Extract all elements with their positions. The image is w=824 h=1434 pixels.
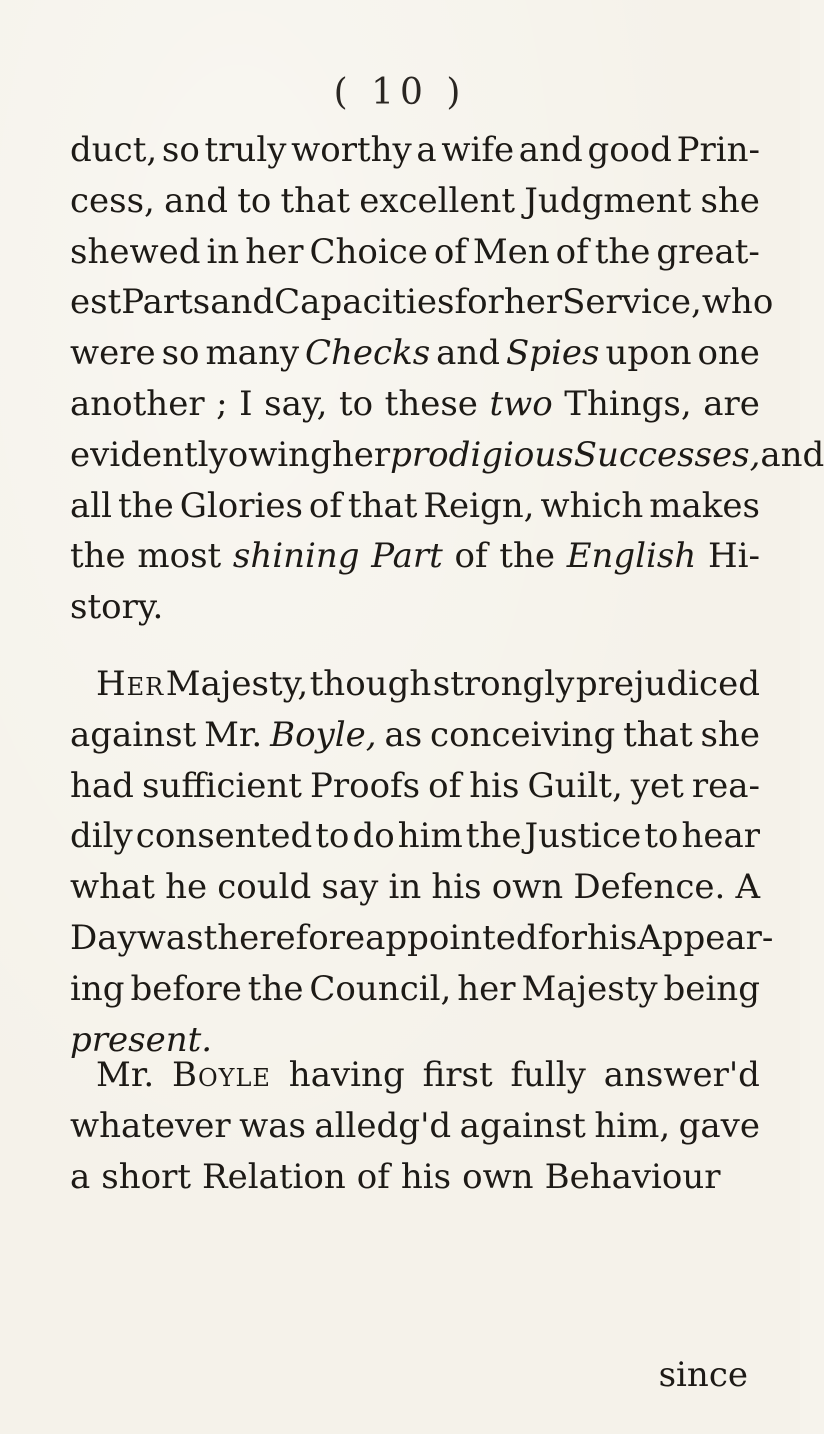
word: and [164, 180, 228, 221]
word: of [555, 231, 589, 272]
word: Relation [202, 1156, 346, 1197]
word: and [436, 333, 501, 374]
word: Defence. [573, 867, 726, 908]
word: duct, [70, 130, 158, 170]
word: though [309, 664, 432, 704]
word: est [70, 282, 122, 323]
page-number: ( 10 ) [333, 72, 467, 113]
word: Capacities [274, 282, 455, 323]
word: I [239, 383, 253, 424]
word: evidently [70, 434, 228, 475]
word: strongly [432, 664, 575, 704]
word: were [70, 333, 156, 374]
word: all [70, 485, 113, 526]
word: do [352, 816, 395, 857]
text-line [70, 1101, 760, 1152]
word: Her [96, 664, 165, 704]
word: was [136, 917, 204, 958]
word: sufficient [141, 765, 302, 806]
word: being [663, 968, 760, 1009]
word: wife [441, 130, 515, 170]
word: conceiving [430, 714, 616, 755]
word: present. [70, 1019, 213, 1060]
word: short [101, 1156, 192, 1197]
word: to [644, 816, 679, 857]
word: own [491, 867, 564, 908]
word: of [433, 231, 467, 272]
catchword: since [658, 1355, 748, 1395]
word: are [703, 383, 760, 424]
word: a [416, 130, 437, 170]
word: against [70, 714, 197, 755]
word: what [70, 867, 155, 908]
word: in [206, 231, 240, 272]
word: Prin- [676, 130, 760, 170]
text-line [70, 659, 760, 710]
text-line [70, 531, 760, 582]
word: therefore [203, 917, 366, 958]
word: many [205, 333, 300, 374]
word: Reign, [423, 485, 535, 526]
word: appointed [365, 917, 538, 958]
word: for [454, 282, 504, 323]
word: of [308, 485, 342, 526]
text-line [70, 964, 760, 1015]
word: Part [371, 536, 443, 577]
word: for [537, 917, 587, 958]
word: that [280, 180, 351, 221]
word: as [384, 714, 423, 755]
word: of [454, 536, 488, 577]
word: his [431, 867, 482, 908]
word: had [70, 765, 134, 806]
word: prodigious [390, 434, 574, 475]
paragraph-2 [70, 659, 774, 1065]
word: cess, [70, 180, 155, 221]
word: having [288, 1055, 405, 1095]
text-line [70, 277, 774, 328]
word: so [161, 130, 200, 170]
word: first [422, 1055, 493, 1095]
word: the [118, 485, 174, 526]
word: yet [630, 765, 684, 806]
word: truly [204, 130, 287, 170]
word: Guilt, [527, 765, 623, 806]
word: Things, [564, 383, 692, 424]
word: she [700, 714, 760, 755]
text-line [70, 481, 760, 532]
word: whatever [70, 1105, 231, 1146]
word: which [540, 485, 644, 526]
word: so [161, 333, 200, 374]
word: the [465, 816, 522, 857]
word: gave [678, 1105, 760, 1146]
word: dily [70, 816, 133, 857]
word: that [347, 485, 418, 526]
word: upon [605, 333, 692, 374]
word: rea- [691, 765, 760, 806]
word: was [239, 1105, 306, 1146]
word: the [70, 536, 126, 577]
text-line [70, 227, 760, 278]
word: another [70, 383, 205, 424]
word: a [70, 1156, 91, 1197]
word: two [489, 383, 553, 424]
word: Men [472, 231, 550, 272]
word: his [400, 1156, 452, 1197]
word: he [165, 867, 208, 908]
word: story. [70, 587, 164, 628]
word: prejudiced [575, 664, 760, 704]
word: Appear- [637, 917, 774, 958]
word: Boyle, [270, 714, 377, 755]
word: Mr. [96, 1055, 155, 1095]
word: Boyle [171, 1055, 271, 1095]
word: his [469, 765, 520, 806]
word: him [397, 816, 463, 857]
word: and [760, 434, 824, 475]
word: worthy [291, 130, 412, 170]
word: Service, [562, 282, 702, 323]
word: her [503, 282, 563, 323]
word: her [245, 231, 304, 272]
word: say [321, 867, 379, 908]
word: Mr. [204, 714, 263, 755]
word: own [462, 1156, 534, 1197]
word: and [210, 282, 275, 323]
word: fully [510, 1055, 586, 1095]
text-line [70, 1152, 760, 1203]
word: makes [649, 485, 760, 526]
word: the [594, 231, 651, 272]
word: Spies [506, 333, 600, 374]
word: the [499, 536, 555, 577]
word: of [356, 1156, 390, 1197]
word: she [700, 180, 760, 221]
text-line [70, 430, 824, 481]
word: that [623, 714, 693, 755]
word: the [247, 968, 304, 1009]
word: these [384, 383, 478, 424]
text-line [70, 379, 760, 430]
text-line [70, 176, 760, 227]
word: owing [227, 434, 332, 475]
word: Hi- [707, 536, 760, 577]
word: answer'd [603, 1055, 760, 1095]
word: Glories [179, 485, 303, 526]
word: Checks [305, 333, 431, 374]
word: Majesty, [165, 664, 309, 704]
word: his [586, 917, 638, 958]
word: good [587, 130, 672, 170]
word: her [457, 968, 516, 1009]
word: Proofs [309, 765, 421, 806]
word: before [130, 968, 242, 1009]
word: shewed [70, 231, 201, 272]
word: Council, [309, 968, 452, 1009]
word: alledg'd [314, 1105, 452, 1146]
word: Behaviour [544, 1156, 721, 1197]
word: shining [232, 536, 360, 577]
word: Successes, [573, 434, 761, 475]
word: to [315, 816, 350, 857]
word: hear [681, 816, 760, 857]
word: could [217, 867, 312, 908]
word: in [388, 867, 422, 908]
word: most [137, 536, 222, 577]
word: one [697, 333, 760, 374]
word: A [735, 867, 760, 908]
word: say, [264, 383, 328, 424]
word: English [566, 536, 697, 577]
paragraph-3 [70, 1050, 760, 1202]
word: Majesty [521, 968, 658, 1009]
word: him, [594, 1105, 671, 1146]
word: excellent [359, 180, 516, 221]
word: who [701, 282, 774, 323]
text-line [70, 761, 760, 812]
word: great- [656, 231, 760, 272]
word: Choice [309, 231, 428, 272]
word: against [459, 1105, 586, 1146]
word: to [237, 180, 272, 221]
text-line [70, 862, 760, 913]
word: and [518, 130, 583, 170]
word: consented [135, 816, 313, 857]
word: Parts [121, 282, 211, 323]
text-line [70, 811, 760, 862]
word: Judgment [524, 180, 692, 221]
word: of [428, 765, 462, 806]
word: Day [70, 917, 137, 958]
paragraph-1 [70, 125, 824, 633]
word: ing [70, 968, 125, 1009]
word: Justice [524, 816, 642, 857]
text-line [70, 582, 760, 633]
text-line [70, 913, 774, 964]
text-line [70, 125, 760, 176]
word: ; [216, 383, 228, 424]
text-line [70, 1050, 760, 1101]
text-line [70, 710, 760, 761]
text-line [70, 328, 760, 379]
word: to [338, 383, 374, 424]
word: her [331, 434, 391, 475]
